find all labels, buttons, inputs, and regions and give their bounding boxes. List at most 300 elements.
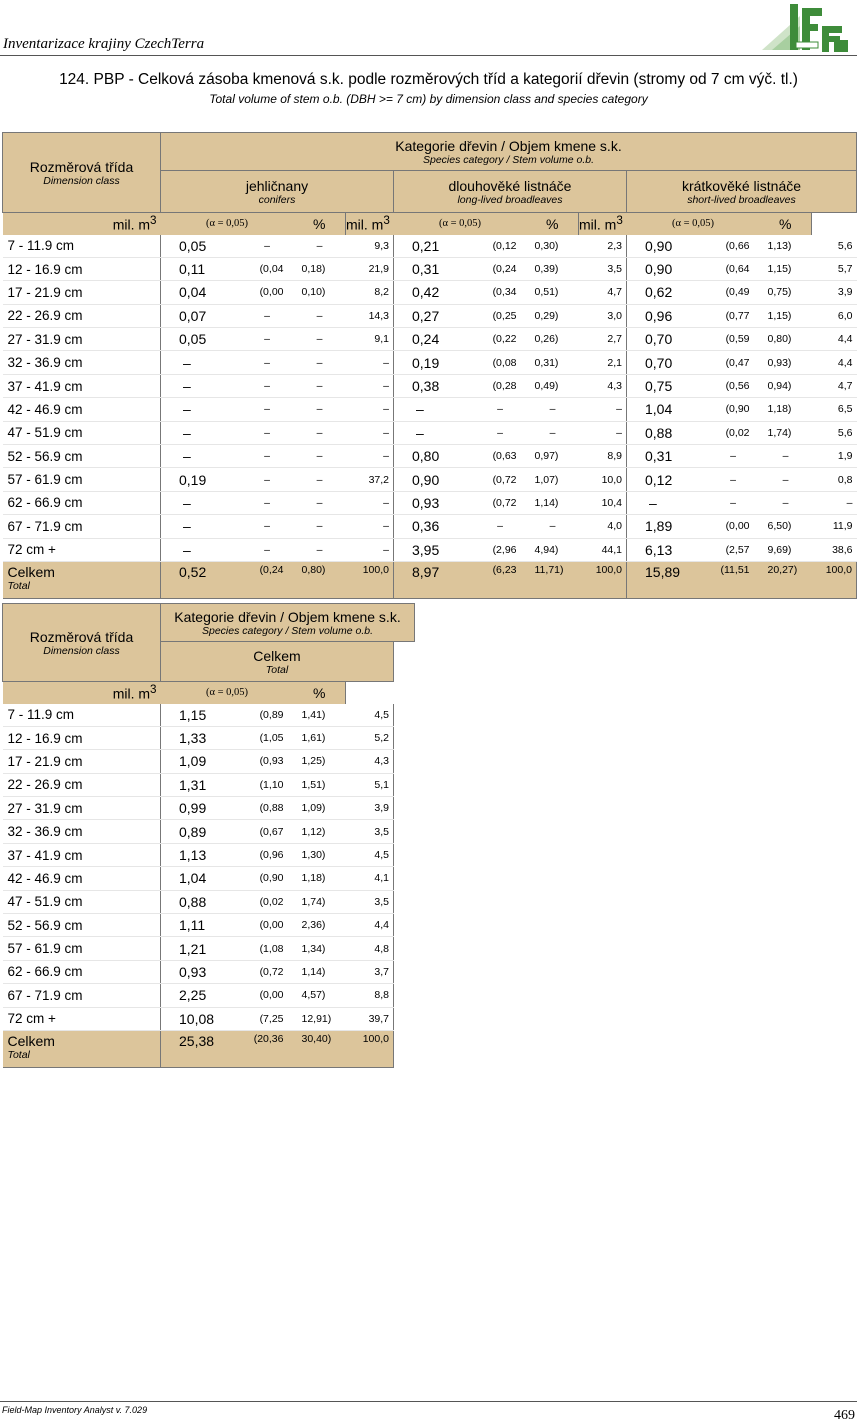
ci-upper: 0,80) (760, 328, 812, 351)
volume-value: 0,93 (394, 491, 474, 514)
total-group-header (161, 642, 394, 682)
ci-upper: – (294, 421, 346, 444)
ci-lower: (0,04 (241, 257, 294, 280)
ci-upper: 0,97) (527, 445, 579, 468)
ci-upper: – (294, 468, 346, 491)
percent-value: – (346, 491, 394, 514)
volume-value: 0,89 (161, 820, 241, 843)
volume-value: – (161, 421, 241, 444)
percent-value: 3,9 (812, 281, 857, 304)
percent-value: – (346, 398, 394, 421)
ci-lower: – (241, 445, 294, 468)
ci-lower: (0,64 (707, 257, 760, 280)
ci-upper: 0,10) (294, 281, 346, 304)
document-header-title: Inventarizace krajiny CzechTerra (3, 36, 205, 52)
dimension-class-label-cz: Rozměrová třída (29, 158, 134, 175)
ci-lower: (0,47 (707, 351, 760, 374)
ci-upper: 0,18) (294, 257, 346, 280)
total-group-label-en: Total (265, 663, 289, 676)
percent-header: % (760, 213, 812, 235)
ci-upper: – (294, 538, 346, 561)
ci-upper: 1,18) (294, 867, 346, 890)
ci-lower: (0,56 (707, 374, 760, 397)
long-lived-header (394, 171, 627, 213)
blank-cell (394, 914, 415, 937)
volume-value: – (394, 421, 474, 444)
volume-value: 0,36 (394, 515, 474, 538)
dimension-class-label-en-2: Dimension class (43, 644, 120, 657)
volume-value: 0,93 (161, 960, 241, 983)
ci-lower: (0,93 (241, 750, 294, 773)
ci-upper: 12,91) (294, 1007, 346, 1030)
ci-upper: 1,74) (294, 890, 346, 913)
volume-value: 0,42 (394, 281, 474, 304)
volume-value: 0,62 (627, 281, 707, 304)
ci-lower: – (241, 351, 294, 374)
volume-value: 0,27 (394, 304, 474, 327)
total-label-cz: Celkem (7, 563, 55, 580)
percent-value: 8,2 (346, 281, 394, 304)
ci-upper: 0,49) (527, 374, 579, 397)
table-row (3, 328, 857, 351)
total-label-en: Total (7, 1048, 30, 1061)
total-row (3, 561, 857, 598)
ci-lower: (0,90 (241, 867, 294, 890)
ci-upper: 0,94) (760, 374, 812, 397)
table-row (3, 843, 415, 866)
table-row (3, 304, 857, 327)
unit-superscript: 3 (616, 214, 623, 228)
ci-upper: 0,80) (294, 561, 346, 598)
ci-lower: (0,59 (707, 328, 760, 351)
volume-value: 0,90 (394, 468, 474, 491)
volume-value: 2,25 (161, 984, 241, 1007)
page-number: 469 (834, 1408, 855, 1423)
table-row (3, 960, 415, 983)
dimension-class-cell: 12 - 16.9 cm (3, 726, 161, 749)
volume-value: 0,07 (161, 304, 241, 327)
volume-value: – (161, 351, 241, 374)
dimension-class-cell: 22 - 26.9 cm (3, 304, 161, 327)
species-category-label-en-2: Species category / Stem volume o.b. (202, 624, 373, 637)
dimension-class-cell: 47 - 51.9 cm (3, 890, 161, 913)
species-category-label-cz-2: Kategorie dřevin / Objem kmene s.k. (174, 608, 401, 625)
percent-value: 3,5 (346, 890, 394, 913)
dimension-class-cell: 37 - 41.9 cm (3, 374, 161, 397)
percent-value: 5,6 (812, 421, 857, 444)
dimension-class-cell: 37 - 41.9 cm (3, 843, 161, 866)
dimension-class-header (3, 133, 161, 213)
percent-value: 5,2 (346, 726, 394, 749)
volume-value: 6,13 (627, 538, 707, 561)
percent-value: 4,0 (579, 515, 627, 538)
percent-value: 4,8 (346, 937, 394, 960)
short-lived-label-cz: krátkověké listnáče (681, 177, 802, 194)
ci-lower: – (241, 468, 294, 491)
ci-lower: (0,24 (241, 561, 294, 598)
volume-value: 15,89 (627, 561, 707, 598)
percent-value: 4,3 (579, 374, 627, 397)
ci-lower: (0,02 (707, 421, 760, 444)
dimension-class-cell: 32 - 36.9 cm (3, 820, 161, 843)
volume-value: 3,95 (394, 538, 474, 561)
ci-lower: (0,12 (474, 235, 527, 258)
percent-value: 10,0 (579, 468, 627, 491)
dimension-class-cell: 57 - 61.9 cm (3, 937, 161, 960)
ci-lower: – (241, 515, 294, 538)
ci-lower: (0,67 (241, 820, 294, 843)
ci-lower: (2,57 (707, 538, 760, 561)
ci-upper: – (294, 398, 346, 421)
table-row (3, 235, 857, 258)
volume-value: – (161, 398, 241, 421)
ci-upper: – (294, 304, 346, 327)
dimension-class-cell: 17 - 21.9 cm (3, 750, 161, 773)
volume-value: – (161, 491, 241, 514)
table-row (3, 773, 415, 796)
volume-value: 1,04 (627, 398, 707, 421)
volume-value: 1,09 (161, 750, 241, 773)
percent-value: 44,1 (579, 538, 627, 561)
percent-value: 100,0 (579, 561, 627, 598)
percent-value: 3,0 (579, 304, 627, 327)
ci-lower: (0,66 (707, 235, 760, 258)
header-divider (0, 55, 857, 56)
table-row (3, 890, 415, 913)
ci-lower: (0,90 (707, 398, 760, 421)
percent-value: 6,5 (812, 398, 857, 421)
volume-value: 0,38 (394, 374, 474, 397)
volume-value: 0,05 (161, 235, 241, 258)
ci-lower: (0,22 (474, 328, 527, 351)
ci-upper: 1,51) (294, 773, 346, 796)
unit-superscript: 3 (383, 214, 390, 228)
percent-value: 1,9 (812, 445, 857, 468)
ci-lower: – (241, 304, 294, 327)
volume-value: 0,90 (627, 235, 707, 258)
ci-upper: 1,34) (294, 937, 346, 960)
total-row (3, 1030, 415, 1067)
volume-value: – (161, 538, 241, 561)
percent-value: 4,1 (346, 867, 394, 890)
volume-value: – (394, 398, 474, 421)
ci-lower: (0,00 (707, 515, 760, 538)
percent-value: 4,7 (579, 281, 627, 304)
ci-upper: 20,27) (760, 561, 812, 598)
ci-upper: 1,15) (760, 257, 812, 280)
volume-value: 10,08 (161, 1007, 241, 1030)
percent-value: 38,6 (812, 538, 857, 561)
ci-upper: 1,41) (294, 704, 346, 727)
blank-cell (394, 960, 415, 983)
alpha-header: (α = 0,05) (394, 213, 527, 235)
percent-value: 37,2 (346, 468, 394, 491)
ci-upper: 1,12) (294, 820, 346, 843)
ci-lower: – (241, 374, 294, 397)
ci-upper: 1,74) (760, 421, 812, 444)
percent-value: – (812, 491, 857, 514)
percent-value: 4,3 (346, 750, 394, 773)
volume-value: 1,21 (161, 937, 241, 960)
percent-value: – (579, 398, 627, 421)
unit-header: mil. $m^3$ (346, 213, 394, 235)
volume-value: 0,12 (627, 468, 707, 491)
table-row (3, 374, 857, 397)
percent-header: % (527, 213, 579, 235)
table-row (3, 445, 857, 468)
volume-value: 1,33 (161, 726, 241, 749)
ci-lower: – (241, 398, 294, 421)
volume-value: 1,15 (161, 704, 241, 727)
volume-value: – (627, 491, 707, 514)
dimension-class-cell: 7 - 11.9 cm (3, 704, 161, 727)
ci-lower: (20,36 (241, 1030, 294, 1067)
table-row (3, 797, 415, 820)
ci-upper: 1,13) (760, 235, 812, 258)
ci-upper: 1,07) (527, 468, 579, 491)
ci-upper: – (294, 351, 346, 374)
ci-lower: (0,34 (474, 281, 527, 304)
percent-value: 21,9 (346, 257, 394, 280)
volume-value: 0,80 (394, 445, 474, 468)
dimension-class-cell: 7 - 11.9 cm (3, 235, 161, 258)
ci-lower: (0,24 (474, 257, 527, 280)
ci-upper: 0,29) (527, 304, 579, 327)
ci-upper: 1,14) (527, 491, 579, 514)
species-category-label-cz: Kategorie dřevin / Objem kmene s.k. (395, 137, 622, 154)
footer-divider (0, 1401, 857, 1402)
percent-value: – (346, 351, 394, 374)
blank-cell (394, 704, 415, 727)
ci-lower: (0,00 (241, 914, 294, 937)
ci-upper: 0,30) (527, 235, 579, 258)
volume-value: 0,19 (394, 351, 474, 374)
percent-value: 3,5 (346, 820, 394, 843)
volume-value: 0,99 (161, 797, 241, 820)
ci-lower: (0,72 (241, 960, 294, 983)
ci-upper: – (294, 235, 346, 258)
ci-lower: (0,63 (474, 445, 527, 468)
dimension-class-cell: 62 - 66.9 cm (3, 960, 161, 983)
total-label-en: Total (7, 579, 30, 592)
percent-header: % (294, 213, 346, 235)
volume-value: 0,21 (394, 235, 474, 258)
ci-upper: – (760, 445, 812, 468)
ci-upper: 4,57) (294, 984, 346, 1007)
volume-table-total (2, 603, 415, 1068)
dimension-class-cell: 67 - 71.9 cm (3, 984, 161, 1007)
ci-upper: – (294, 491, 346, 514)
ci-upper: 30,40) (294, 1030, 346, 1067)
ci-upper: 1,14) (294, 960, 346, 983)
dimension-class-cell: 27 - 31.9 cm (3, 328, 161, 351)
ci-upper: 0,75) (760, 281, 812, 304)
percent-value: 4,5 (346, 843, 394, 866)
blank-cell (394, 1030, 415, 1067)
ci-lower: (7,25 (241, 1007, 294, 1030)
ci-lower: – (707, 468, 760, 491)
unit-header: mil. $m^3$ (579, 213, 627, 235)
dimension-class-label-cz-2: Rozměrová třída (29, 628, 134, 645)
short-lived-label-en: short-lived broadleaves (687, 193, 796, 206)
ci-upper: 0,26) (527, 328, 579, 351)
total-label-cell (3, 561, 161, 598)
software-version: Field-Map Inventory Analyst v. 7.029 (2, 1405, 148, 1415)
ci-upper: 1,15) (760, 304, 812, 327)
unit-superscript: 3 (150, 683, 157, 697)
blank-cell (394, 773, 415, 796)
table-row (3, 726, 415, 749)
dimension-class-cell: 12 - 16.9 cm (3, 257, 161, 280)
table-row (3, 984, 415, 1007)
ci-lower: – (707, 491, 760, 514)
ci-lower: (0,72 (474, 468, 527, 491)
ci-lower: (0,77 (707, 304, 760, 327)
volume-value: 0,96 (627, 304, 707, 327)
ci-upper: 6,50) (760, 515, 812, 538)
table-subtitle: Total volume of stem o.b. (DBH >= 7 cm) by dimension class and species category (209, 92, 648, 106)
ci-upper: 0,51) (527, 281, 579, 304)
percent-value: 3,7 (346, 960, 394, 983)
ci-lower: (1,10 (241, 773, 294, 796)
ci-lower: (0,00 (241, 984, 294, 1007)
unit-header: mil. $m^3$ (3, 213, 161, 235)
ci-upper: 0,93) (760, 351, 812, 374)
percent-value: 6,0 (812, 304, 857, 327)
species-category-label-en: Species category / Stem volume o.b. (423, 153, 594, 166)
blank-cell (394, 843, 415, 866)
percent-header: % (294, 682, 346, 704)
alpha-header: (α = 0,05) (161, 213, 294, 235)
ci-upper: 0,31) (527, 351, 579, 374)
alpha-header: (α = 0,05) (161, 682, 294, 704)
volume-value: 0,19 (161, 468, 241, 491)
blank-cell (394, 820, 415, 843)
volume-value: 0,31 (627, 445, 707, 468)
ci-lower: (0,49 (707, 281, 760, 304)
blank-cell (346, 682, 394, 704)
dimension-class-cell: 42 - 46.9 cm (3, 398, 161, 421)
ci-lower: – (241, 421, 294, 444)
blank-cell (394, 642, 415, 682)
volume-value: 1,13 (161, 843, 241, 866)
table-row (3, 281, 857, 304)
percent-value: 5,6 (812, 235, 857, 258)
table-title: 124. PBP - Celková zásoba kmenová s.k. podle rozměrových tříd a kategorií dřevin (stromy od 7 cm výč. tl.) (59, 71, 798, 88)
volume-value: 0,52 (161, 561, 241, 598)
percent-value: 8,8 (346, 984, 394, 1007)
table-row (3, 257, 857, 280)
table-row (3, 515, 857, 538)
volume-value: 0,70 (627, 351, 707, 374)
percent-value: 4,4 (346, 914, 394, 937)
percent-value: 4,5 (346, 704, 394, 727)
ci-lower: (2,96 (474, 538, 527, 561)
volume-value: 8,97 (394, 561, 474, 598)
ci-upper: – (294, 515, 346, 538)
volume-value: 0,05 (161, 328, 241, 351)
dimension-class-cell: 57 - 61.9 cm (3, 468, 161, 491)
total-label-cz: Celkem (7, 1032, 55, 1049)
species-category-header (161, 133, 857, 171)
blank-cell (394, 726, 415, 749)
ci-lower: (0,25 (474, 304, 527, 327)
ci-upper: 1,18) (760, 398, 812, 421)
ci-lower: (0,88 (241, 797, 294, 820)
percent-value: 8,9 (579, 445, 627, 468)
ci-lower: – (707, 445, 760, 468)
ci-upper: 1,30) (294, 843, 346, 866)
dimension-class-cell: 32 - 36.9 cm (3, 351, 161, 374)
dimension-class-cell: 47 - 51.9 cm (3, 421, 161, 444)
dimension-class-header-2 (3, 604, 161, 682)
ci-lower: (1,05 (241, 726, 294, 749)
blank-cell (394, 797, 415, 820)
volume-value: 0,04 (161, 281, 241, 304)
ci-upper: 1,25) (294, 750, 346, 773)
ci-upper: 4,94) (527, 538, 579, 561)
volume-value: 0,75 (627, 374, 707, 397)
dimension-class-cell: 17 - 21.9 cm (3, 281, 161, 304)
ci-upper: – (294, 374, 346, 397)
volume-value: 1,04 (161, 867, 241, 890)
ci-upper: 9,69) (760, 538, 812, 561)
dimension-class-cell: 22 - 26.9 cm (3, 773, 161, 796)
percent-value: 2,3 (579, 235, 627, 258)
percent-value: 5,7 (812, 257, 857, 280)
percent-value: 3,9 (346, 797, 394, 820)
volume-value: 1,11 (161, 914, 241, 937)
ci-lower: (6,23 (474, 561, 527, 598)
total-group-label-cz: Celkem (253, 647, 301, 664)
species-category-header-2 (161, 604, 415, 642)
percent-value: 3,5 (579, 257, 627, 280)
table-row (3, 468, 857, 491)
dimension-class-cell: 62 - 66.9 cm (3, 491, 161, 514)
blank-cell (394, 1007, 415, 1030)
dimension-class-cell: 52 - 56.9 cm (3, 914, 161, 937)
blank-cell (394, 984, 415, 1007)
ci-lower: (0,08 (474, 351, 527, 374)
volume-value: 0,24 (394, 328, 474, 351)
long-lived-label-en: long-lived broadleaves (457, 193, 563, 206)
blank-cell (394, 750, 415, 773)
blank-cell (394, 890, 415, 913)
dimension-class-cell: 72 cm + (3, 1007, 161, 1030)
table-row (3, 820, 415, 843)
ci-lower: – (241, 538, 294, 561)
percent-value: 10,4 (579, 491, 627, 514)
percent-value: 39,7 (346, 1007, 394, 1030)
percent-value: – (346, 515, 394, 538)
volume-value: 1,31 (161, 773, 241, 796)
conifers-header (161, 171, 394, 213)
ci-upper: – (294, 445, 346, 468)
percent-value: 100,0 (346, 1030, 394, 1067)
short-lived-header (627, 171, 857, 213)
volume-value: – (161, 515, 241, 538)
table-row (3, 750, 415, 773)
percent-value: 2,1 (579, 351, 627, 374)
unit-header: mil. $m^3$ (3, 682, 161, 704)
dimension-class-cell: 42 - 46.9 cm (3, 867, 161, 890)
ci-upper: – (760, 491, 812, 514)
dimension-class-cell: 27 - 31.9 cm (3, 797, 161, 820)
percent-value: – (346, 538, 394, 561)
total-label-cell (3, 1030, 161, 1067)
dimension-class-cell: 52 - 56.9 cm (3, 445, 161, 468)
ci-lower: (0,02 (241, 890, 294, 913)
